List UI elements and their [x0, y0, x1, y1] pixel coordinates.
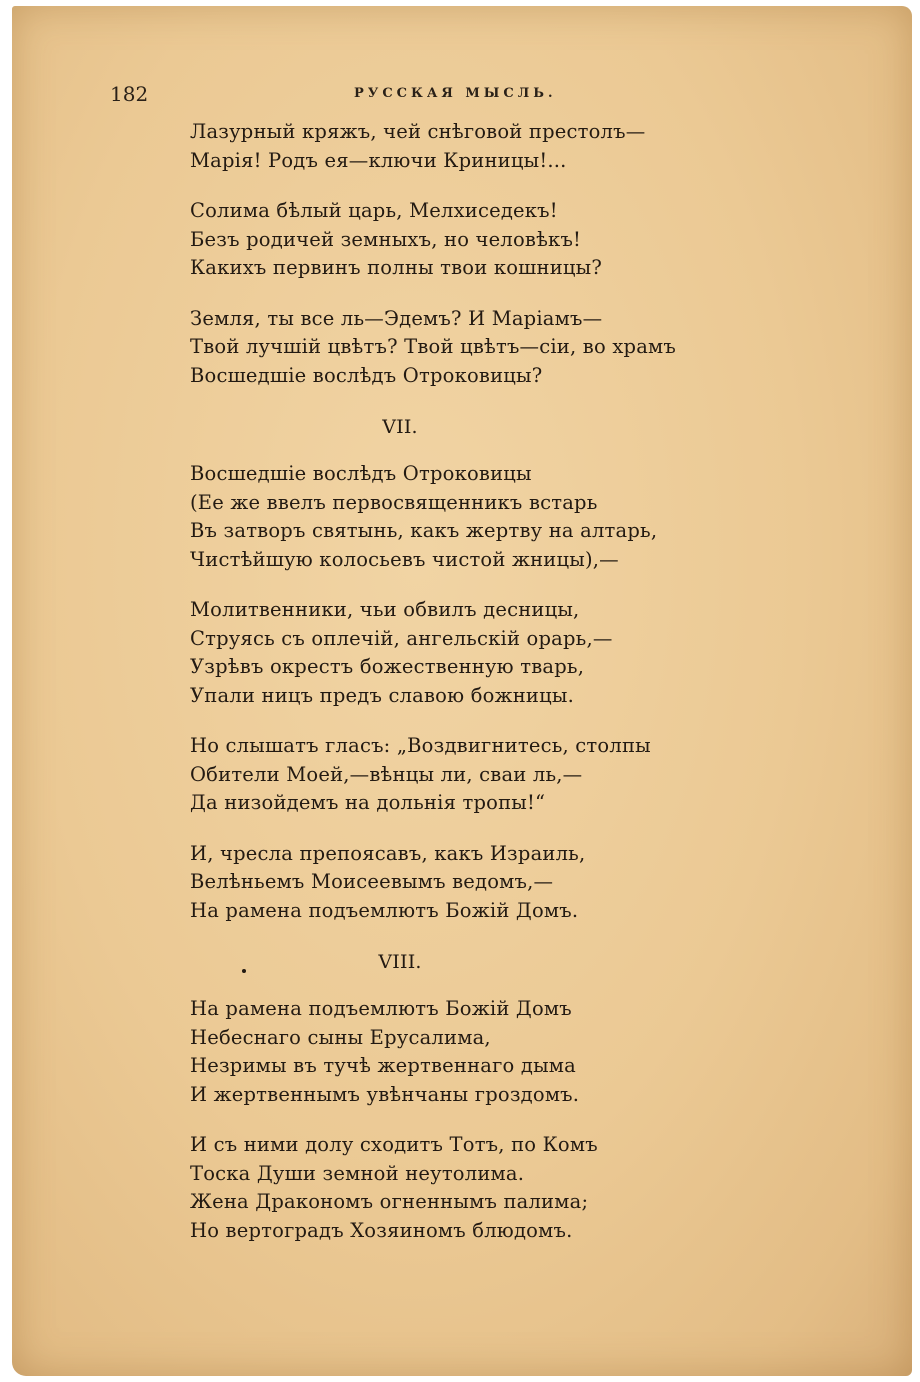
verse-line: Но слышатъ гласъ: „Воздвигнитесь, столпы: [190, 734, 651, 757]
poem-text: [190, 118, 750, 1267]
stanza: [190, 995, 750, 1109]
stanza: [190, 732, 750, 818]
verse-line: Обители Моей,—вѣнцы ли, сваи ль,—: [190, 762, 583, 786]
verse-line: Какихъ первинъ полны твои кошницы?: [190, 256, 603, 279]
verse-line: Да низойдемъ на дольнія тропы!“: [190, 791, 546, 814]
verse-line: Незримы въ тучѣ жертвеннаго дыма: [190, 1054, 577, 1077]
verse-line: Твой лучшій цвѣтъ? Твой цвѣтъ—сіи, во храмъ: [190, 335, 676, 358]
verse-line: Жена Дракономъ огненнымъ палима;: [190, 1190, 589, 1213]
verse-line: И, чресла препоясавъ, какъ Израиль,: [190, 841, 586, 865]
verse-line: Велѣньемъ Моисеевымъ ведомъ,—: [190, 870, 554, 893]
verse-line: Безъ родичей земныхъ, но человѣкъ!: [190, 227, 582, 251]
stanza: [190, 1131, 750, 1245]
verse-line: И съ ними долу сходитъ Тотъ, по Комъ: [190, 1133, 598, 1156]
stanza: [190, 460, 750, 574]
verse-line: Солима бѣлый царь, Мелхиседекъ!: [190, 199, 558, 222]
verse-line: Восшедшіе вослѣдъ Отроковицы: [190, 462, 532, 485]
verse-line: Чистѣйшую колосьевъ чистой жницы),—: [190, 547, 619, 571]
verse-line: Тоска Души земной неутолима.: [190, 1161, 525, 1185]
page-header: [12, 82, 912, 112]
page-number: 182: [110, 82, 149, 106]
verse-line: Упали ницъ предъ славою божницы.: [190, 683, 574, 707]
verse-line: И жертвеннымъ увѣнчаны гроздомъ.: [190, 1082, 580, 1106]
verse-line: Но вертоградъ Хозяиномъ блюдомъ.: [190, 1218, 573, 1242]
running-title: РУССКАЯ МЫСЛЬ.: [354, 86, 557, 101]
verse-line: На рамена подъемлютъ Божій Домъ.: [190, 898, 579, 922]
section-heading-viii: VIII.: [378, 951, 422, 973]
book-page: [12, 6, 912, 1376]
section-heading-vii: VII.: [382, 416, 418, 438]
verse-line: На рамена подъемлютъ Божій Домъ: [190, 997, 572, 1020]
stanza: [190, 118, 750, 175]
ink-spot: [242, 969, 246, 973]
verse-line: Небеснаго сыны Ерусалима,: [190, 1025, 491, 1049]
stanza: [190, 305, 750, 391]
verse-line: Узрѣвъ окрестъ божественную тварь,: [190, 655, 585, 678]
verse-line: Лазурный кряжъ, чей снѣговой престолъ—: [190, 120, 646, 143]
verse-line: Марія! Родъ ея—ключи Криницы!...: [190, 148, 567, 172]
verse-line: (Ее же ввелъ первосвященникъ встарь: [190, 490, 598, 514]
verse-line: Струясь съ оплечій, ангельскій орарь,—: [190, 626, 613, 650]
stanza: [190, 596, 750, 710]
stanza: [190, 840, 750, 926]
stanza: [190, 197, 750, 283]
verse-line: Земля, ты все ль—Эдемъ? И Маріамъ—: [190, 306, 603, 330]
verse-line: Въ затворъ святынь, какъ жертву на алтарь,: [190, 519, 658, 542]
verse-line: Восшедшіе вослѣдъ Отроковицы?: [190, 363, 543, 387]
verse-line: Молитвенники, чьи обвилъ десницы,: [190, 598, 580, 621]
